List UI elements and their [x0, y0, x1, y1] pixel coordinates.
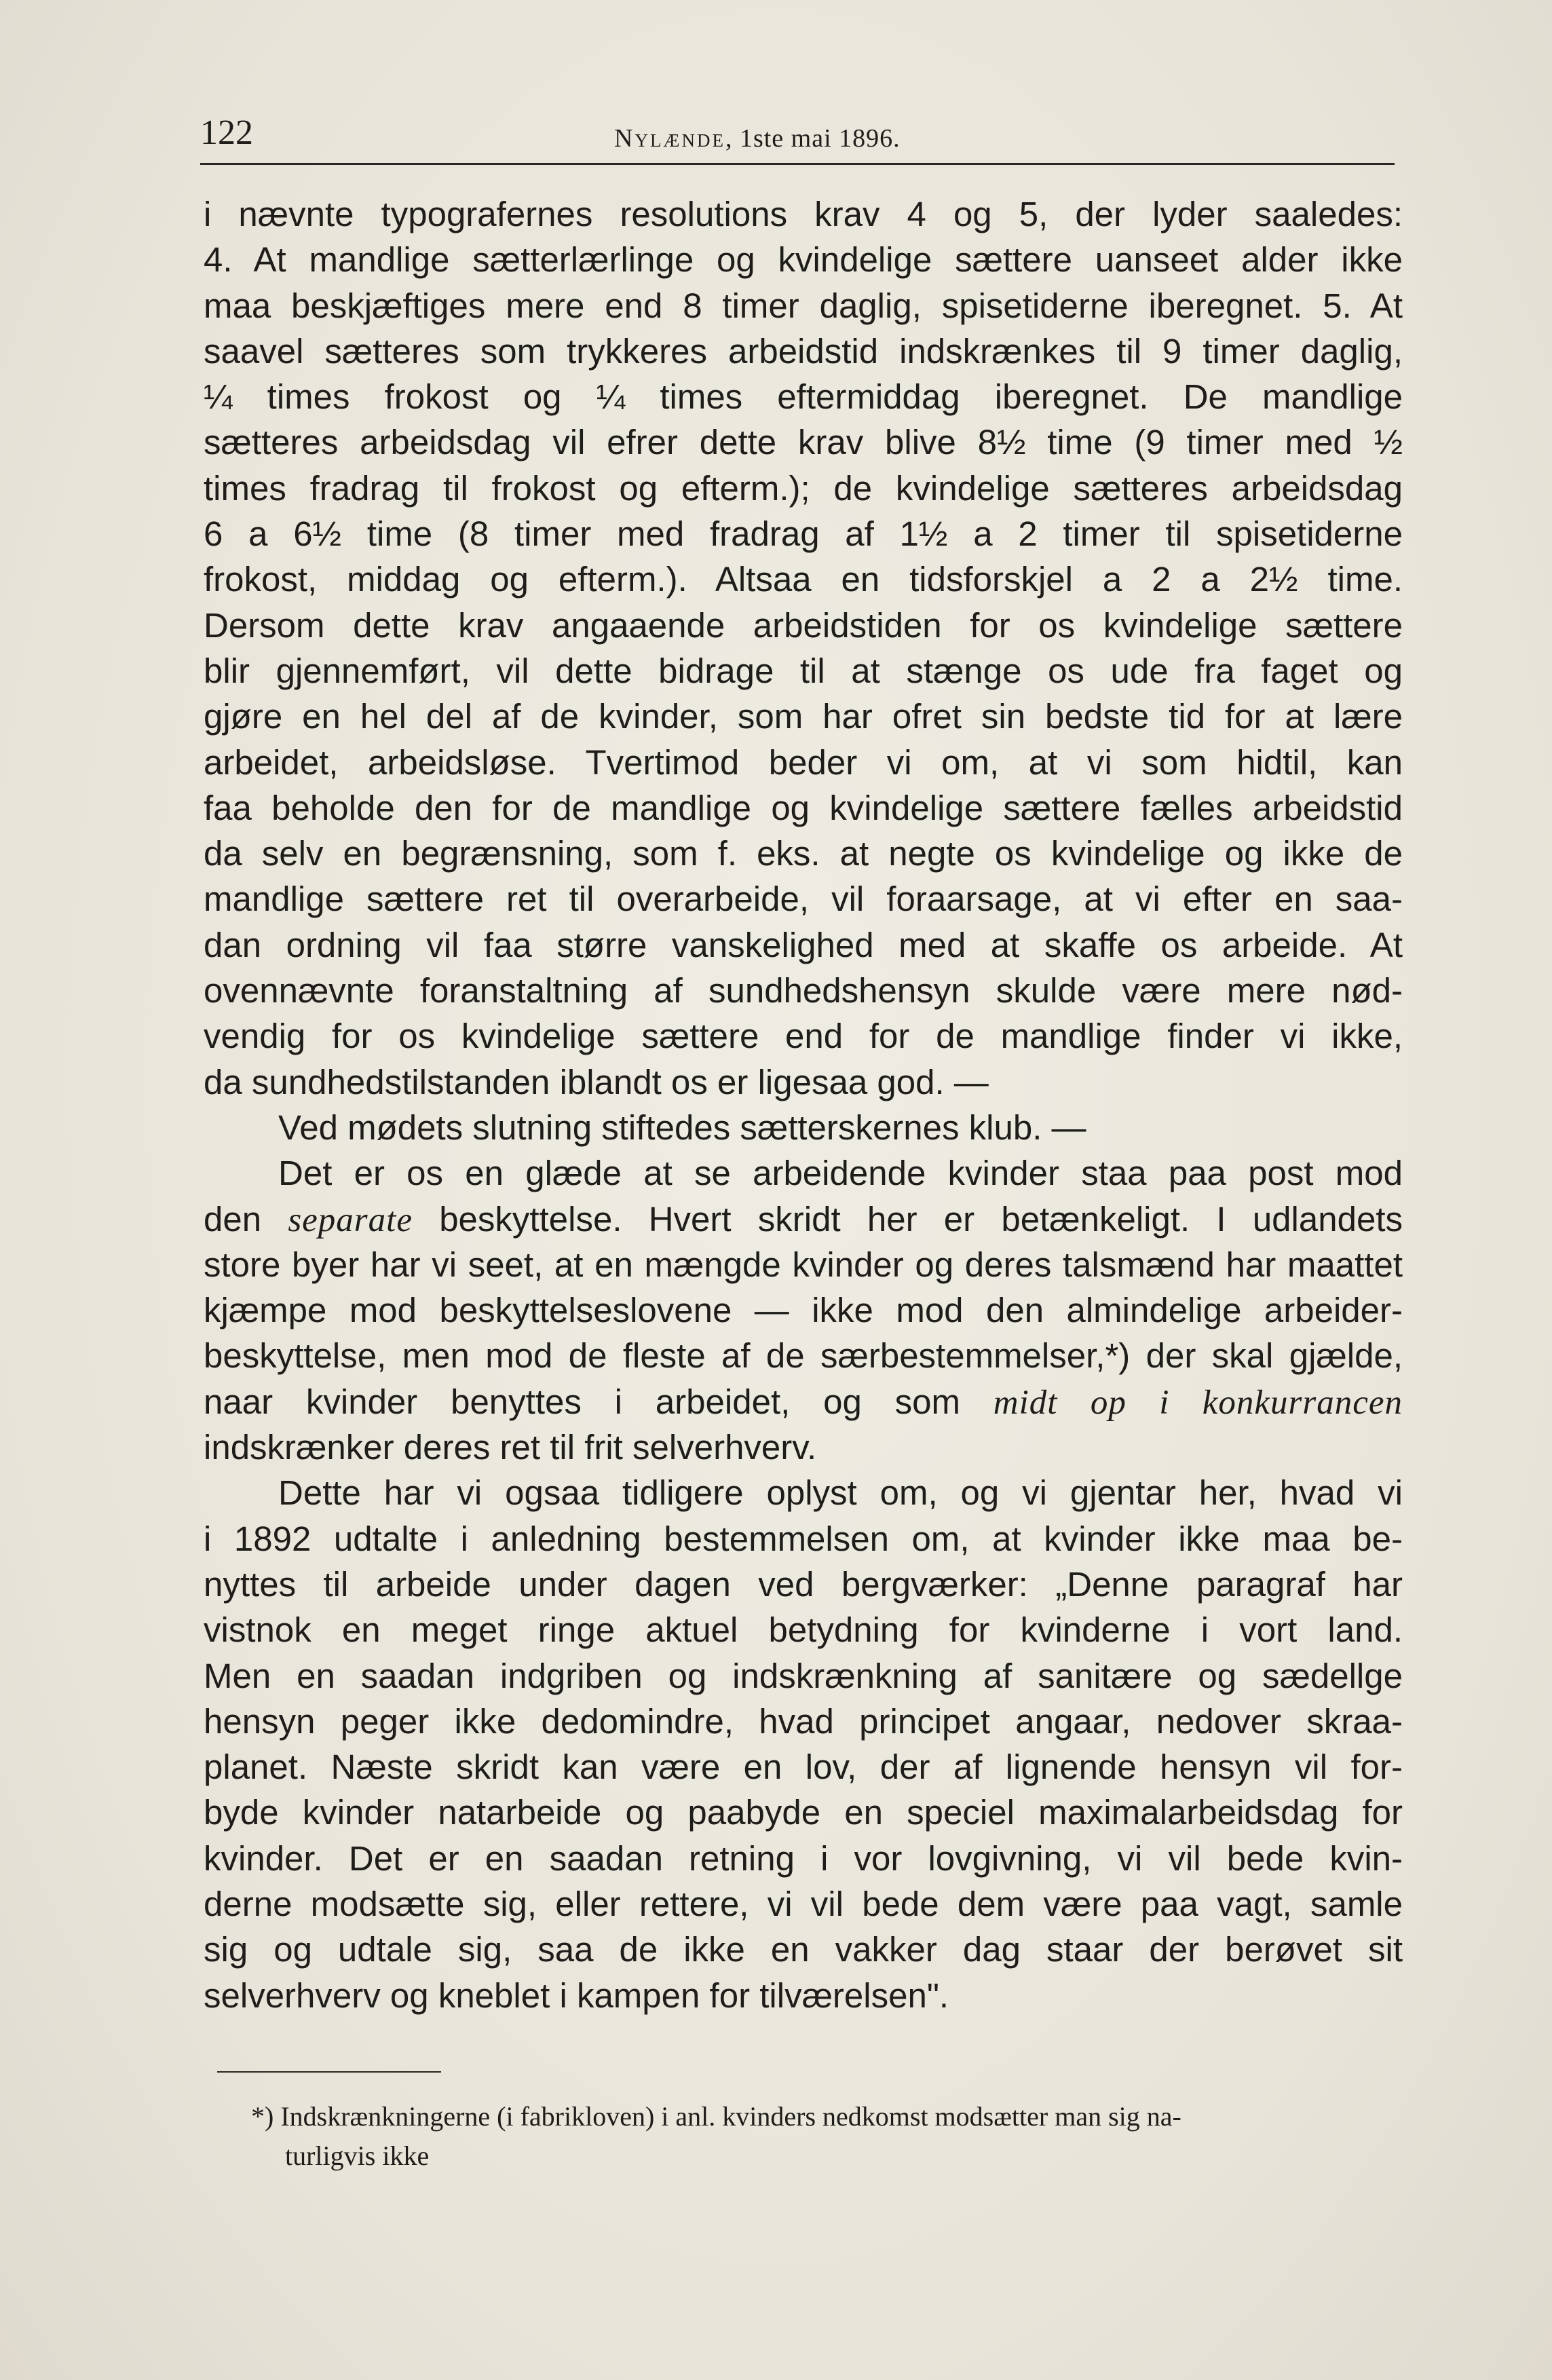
body-line: dan ordning vil faa større vanskelighed med at skaffe os arbeide. At — [204, 925, 1403, 964]
body-line: times fradrag til frokost og efterm.); de kvindelige sætteres arbeidsdag — [204, 468, 1403, 508]
body-line: beskyttelse, men mod de fleste af de særbestemmelser,*) der skal gjælde, — [204, 1336, 1403, 1376]
body-line: nyttes til arbeide under dagen ved bergværker: „Denne paragraf har — [204, 1564, 1403, 1604]
body-line: sig og udtale sig, saa de ikke en vakker dag staar der berøvet sit — [204, 1930, 1403, 1969]
body-line: da selv en begrænsning, som f. eks. at negte os kvindelige og ikke de — [204, 834, 1403, 873]
body-block-3 — [204, 1424, 1403, 2018]
footnote-line: *) Indskrænkningerne (i fabrikloven) i anl. kvinders nedkomst modsætter man sig na- — [251, 2101, 1181, 2132]
body-line-italic-2: naar kvinder benyttes i arbeidet, og som midt op i konkurrancen — [204, 1382, 1403, 1422]
body-line: Men en saadan indgriben og indskrænkning af sanitære og sædellge — [204, 1656, 1403, 1695]
issue-date: , 1ste mai 1896. — [725, 124, 901, 153]
body-line-italic-1: den separate beskyttelse. Hvert skridt her er betænkeligt. I udlandets — [204, 1199, 1403, 1239]
body-line: mandlige sættere ret til overarbeide, vil foraarsage, at vi efter en saa- — [204, 880, 1403, 919]
page-header — [200, 109, 1395, 165]
body-line: byde kvinder natarbeide og paabyde en speciel maximalarbeidsdag for — [204, 1793, 1403, 1832]
footnote-line: turligvis ikke — [285, 2140, 430, 2171]
body-line: da sundhedstilstanden iblandt os er ligesaa god. — — [204, 1062, 989, 1101]
body-line: gjøre en hel del af de kvinder, som har ofret sin bedste tid for at lære — [204, 697, 1403, 736]
footnote — [251, 2097, 1405, 2176]
page-number: 122 — [200, 113, 253, 152]
body-line: arbeidet, arbeidsløse. Tvertimod beder vi om, at vi som hidtil, kan — [204, 742, 1403, 782]
body-line: planet. Næste skridt kan være en lov, der af lignende hensyn vil for- — [204, 1748, 1403, 1787]
body-block-1 — [204, 191, 1403, 1196]
italic-emphasis: separate — [288, 1201, 413, 1239]
body-line: Dersom dette krav angaaende arbeidstiden for os kvindelige sættere — [204, 605, 1403, 645]
body-line: 6 a 6½ time (8 timer med fradrag af 1½ a 2 timer til spisetiderne — [204, 514, 1403, 554]
body-line: 4. At mandlige sætterlærlinge og kvindelige sættere uanseet alder ikke — [204, 240, 1403, 280]
body-block-2 — [204, 1242, 1403, 1379]
body-line: ¼ times frokost og ¼ times eftermiddag iberegnet. De mandlige — [204, 377, 1403, 417]
body-line: selverhverv og kneblet i kampen for tilværelsen". — [204, 1976, 949, 2015]
body-line: vendig for os kvindelige sættere end for de mandlige finder vi ikke, — [204, 1017, 1403, 1056]
body-line: hensyn peger ikke dedomindre, hvad principet angaar, nedover skraa- — [204, 1701, 1403, 1741]
article-body — [204, 191, 1403, 2018]
body-line: frokost, middag og efterm.). Altsaa en tidsforskjel a 2 a 2½ time. — [204, 560, 1403, 599]
body-line: derne modsætte sig, eller rettere, vi vil bede dem være paa vagt, samle — [204, 1884, 1403, 1923]
body-line: vistnok en meget ringe aktuel betydning for kvinderne i vort land. — [204, 1610, 1403, 1650]
body-line: Ved mødets slutning stiftedes sætterskernes klub. — — [278, 1108, 1086, 1147]
body-line: ovennævnte foranstaltning af sundhedshensyn skulde være mere nød- — [204, 971, 1403, 1010]
body-line: sætteres arbeidsdag vil efrer dette krav blive 8½ time (9 timer med ½ — [204, 423, 1403, 462]
body-line: Dette har vi ogsaa tidligere oplyst om, og vi gjentar her, hvad vi — [278, 1473, 1403, 1513]
italic-emphasis: midt op i konkurrancen — [993, 1383, 1403, 1422]
body-line: kvinder. Det er en saadan retning i vor lovgivning, vi vil bede kvin- — [204, 1838, 1403, 1878]
footnote-divider — [217, 2071, 441, 2073]
body-line: saavel sætteres som trykkeres arbeidstid indskrænkes til 9 timer daglig, — [204, 331, 1403, 371]
body-line: store byer har vi seet, at en mængde kvinder og deres talsmænd har maattet — [204, 1245, 1403, 1284]
running-head — [614, 124, 901, 153]
body-line: i 1892 udtalte i anledning bestemmelsen om, at kvinder ikke maa be- — [204, 1519, 1403, 1558]
body-line: blir gjennemført, vil dette bidrage til at stænge os ude fra faget og — [204, 651, 1403, 690]
body-line: faa beholde den for de mandlige og kvindelige sættere fælles arbeidstid — [204, 788, 1403, 827]
body-line: kjæmpe mod beskyttelseslovene — ikke mod den almindelige arbeider- — [204, 1291, 1403, 1330]
body-line: Det er os en glæde at se arbeidende kvinder staa paa post mod — [278, 1154, 1403, 1193]
body-line: indskrænker deres ret til frit selverhverv. — [204, 1428, 817, 1467]
journal-title: Nylænde — [614, 124, 725, 153]
body-line: i nævnte typografernes resolutions krav 4 og 5, der lyder saaledes: — [204, 195, 1403, 233]
body-line: maa beskjæftiges mere end 8 timer daglig, spisetiderne iberegnet. 5. At — [204, 286, 1403, 325]
